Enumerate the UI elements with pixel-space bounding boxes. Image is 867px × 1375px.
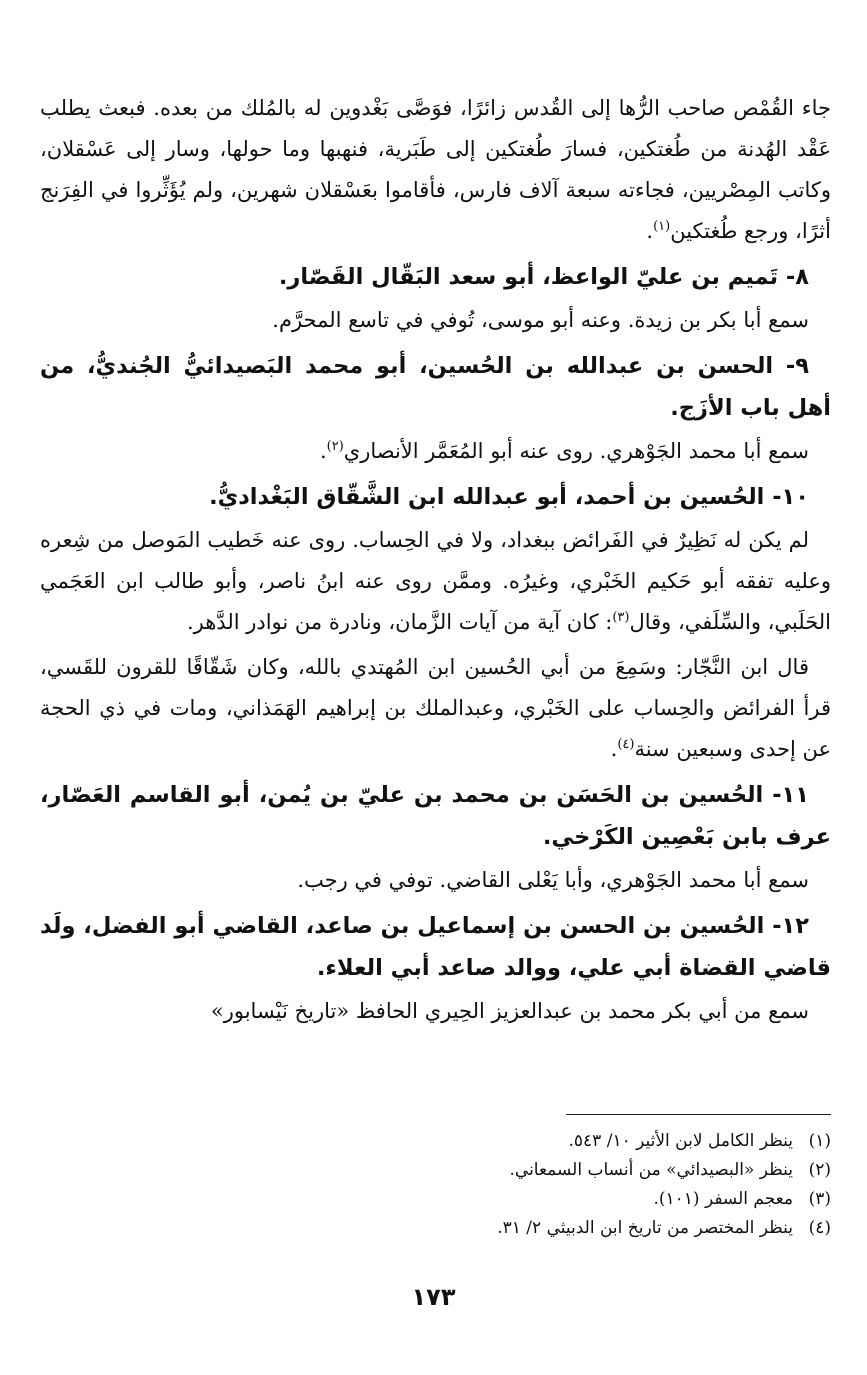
footnote-text: ينظر «البصيدائي» من أنساب السمعاني. — [509, 1160, 793, 1180]
footnote-text: معجم السفر (١٠١). — [653, 1189, 793, 1209]
paragraph-text: قال ابن النَّجّار: وسَمِعَ من أبي الحُسين ابن المُهتدي بالله، وكان شَقّاقًا للقرون للقَسي، قرأ الفرائض والحِساب على الخَبْري، وعبدالملك بن إبراهيم الهَمَذاني، ومات في ذي الحجة عن إحدى وسبعين سنة — [40, 655, 831, 761]
period: . — [319, 439, 327, 463]
entry-heading-12: ١٢- الحُسين بن الحسن بن إسماعيل بن صاعد، القاضي أبو الفضل، ولَد قاضي القضاة أبي علي، ووالد صاعد أبي العلاء. — [40, 913, 831, 981]
paragraph-text: لم يكن له نَظِيرٌ في الفَرائض ببغداد، ولا في الحِساب. روى عنه خَطيب المَوصل من شِعره وعليه تفقه أبو حَكيم الخَبْري، وغيرُه. وممَّن روى عنه ابنُ ناصر، وأبو طالب ابن العَجَمي الحَلَبي، والسِّلَفي، وقال — [40, 528, 831, 634]
main-text — [40, 88, 831, 1032]
entry-heading-11: ١١- الحُسين بن الحَسَن بن محمد بن عليّ بن يُمن، أبو القاسم العَصّار، عرف بابن بَعْصِين الكَرْخي. — [40, 782, 831, 850]
paragraph-text: : كان آية من آيات الزَّمان، ونادرة من نوادر الدَّهر. — [186, 610, 613, 634]
footnote-number: (٣) — [808, 1189, 831, 1209]
paragraph-text: سمع أبا محمد الجَوْهري. روى عنه أبو المُعَمَّر الأنصاري — [343, 439, 809, 463]
footnote-ref-1: (١) — [653, 219, 671, 234]
entry-body-10-quote — [40, 647, 831, 770]
paragraph-text: جاء القُمْص صاحب الرُّها إلى القُدس زائرًا، فوَصَّى بَغْدوين له بالمُلك من بعده. فبعث يطلب عَقْد الهُدنة من طُغتكين، فسارَ طُغتكين إلى طَبَرية، فنهبها وما حولها، وسار إلى عَسْقلان، وكاتب المِصْريين، فجاءته سبعة آلاف فارس، فأقاموا بعَسْقلان شهرين، ولم يُؤَثِّروا في الفِرَنج أثرًا، ورجع طُغتكين — [40, 96, 831, 243]
paragraph-continuation — [40, 88, 831, 252]
footnote-divider — [566, 1114, 831, 1115]
footnote-number: (٢) — [808, 1160, 831, 1180]
footnote-2 — [40, 1156, 831, 1185]
footnote-text: ينظر الكامل لابن الأثير ١٠/ ٥٤٣. — [568, 1131, 793, 1151]
footnote-text: ينظر المختصر من تاريخ ابن الدبيثي ٢/ ٣١. — [497, 1218, 793, 1238]
footnotes — [40, 1127, 831, 1243]
entry-body-9 — [40, 431, 831, 472]
footnote-number: (٤) — [808, 1218, 831, 1238]
entry-heading-10: ١٠- الحُسين بن أحمد، أبو عبدالله ابن الشَّقّاق البَغْداديُّ. — [209, 484, 809, 510]
footnote-number: (١) — [808, 1131, 831, 1151]
entry-heading-8: ٨- تَميم بن عليّ الواعظ، أبو سعد البَقّال القَصّار. — [278, 264, 809, 290]
entry-body-10 — [40, 520, 831, 643]
period: . — [610, 737, 618, 761]
page-number: ١٧٣ — [411, 1283, 456, 1311]
footnote-ref-2: (٢) — [326, 439, 344, 454]
footnote-ref-4: (٤) — [617, 737, 635, 752]
footnote-1 — [40, 1127, 831, 1156]
footnote-ref-3: (٣) — [612, 610, 630, 625]
entry-body-8: سمع أبا بكر بن زيدة. وعنه أبو موسى، تُوفي في تاسع المحرَّم. — [272, 308, 809, 332]
entry-body-12: سمع من أبي بكر محمد بن عبدالعزيز الحِيري الحافظ «تاريخ نَيْسابور» — [210, 999, 809, 1023]
entry-heading-9: ٩- الحسن بن عبدالله بن الحُسين، أبو محمد البَصيدائيُّ الجُنديُّ، من أهل باب الأزَج. — [40, 353, 831, 421]
footnote-4 — [40, 1214, 831, 1243]
entry-body-11: سمع أبا محمد الجَوْهري، وأبا يَعْلى القاضي. توفي في رجب. — [297, 868, 809, 892]
footnote-3 — [40, 1185, 831, 1214]
period: . — [646, 219, 654, 243]
